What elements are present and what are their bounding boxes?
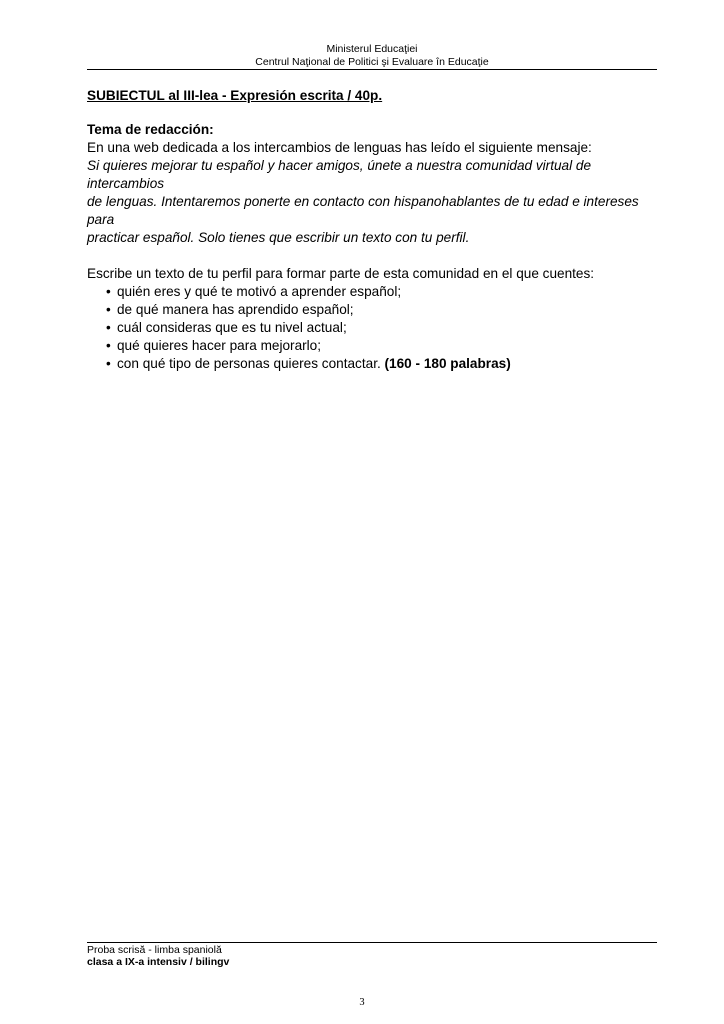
message-line: Si quieres mejorar tu español y hacer amigos, únete a nuestra comunidad virtual de intercambios [87,158,592,191]
exam-section [87,87,662,373]
message-line: de lenguas. Intentaremos ponerte en contacto con hispanohablantes de tu edad e intereses para [87,194,639,227]
bullet-icon: • [106,320,111,335]
bullet-icon: • [106,338,111,353]
bullet-icon: • [106,284,111,299]
intro-text: En una web dedicada a los intercambios de lenguas has leído el siguiente mensaje: [87,140,592,155]
word-count: (160 - 180 palabras) [384,356,511,371]
list-item: • cuál consideras que es tu nivel actual; [106,320,347,335]
bullet-icon: • [106,302,111,317]
instruction-text: Escribe un texto de tu perfil para formar parte de esta comunidad en el que cuentes: [87,266,595,281]
list-item: • de qué manera has aprendido español; [106,302,354,317]
tema-label: Tema de redacción: [87,122,214,137]
list-item: • quién eres y qué te motivó a aprender español; [106,284,402,299]
section-title: SUBIECTUL al III-lea - Expresión escrita / 40p. [87,88,383,103]
footer-exam: Proba scrisă - limba spaniolă [87,944,222,956]
requirements-list [87,283,662,373]
footer-class: clasa a IX-a intensiv / bilingv [87,956,230,968]
quoted-message [87,157,662,247]
page-header [87,43,657,69]
header-divider [87,69,657,70]
list-item: • con qué tipo de personas quieres contactar. (160 - 180 palabras) [106,356,511,371]
footer-divider [87,942,657,943]
header-ministry: Ministerul Educaţiei [326,43,418,55]
list-item: • qué quieres hacer para mejorarlo; [106,338,322,353]
page-footer [87,944,229,968]
header-center: Centrul Naţional de Politici şi Evaluare în Educaţie [255,56,489,68]
bullet-icon: • [106,356,111,371]
message-line: practicar español. Solo tienes que escribir un texto con tu perfil. [87,230,470,245]
page-number: 3 [359,997,365,1008]
